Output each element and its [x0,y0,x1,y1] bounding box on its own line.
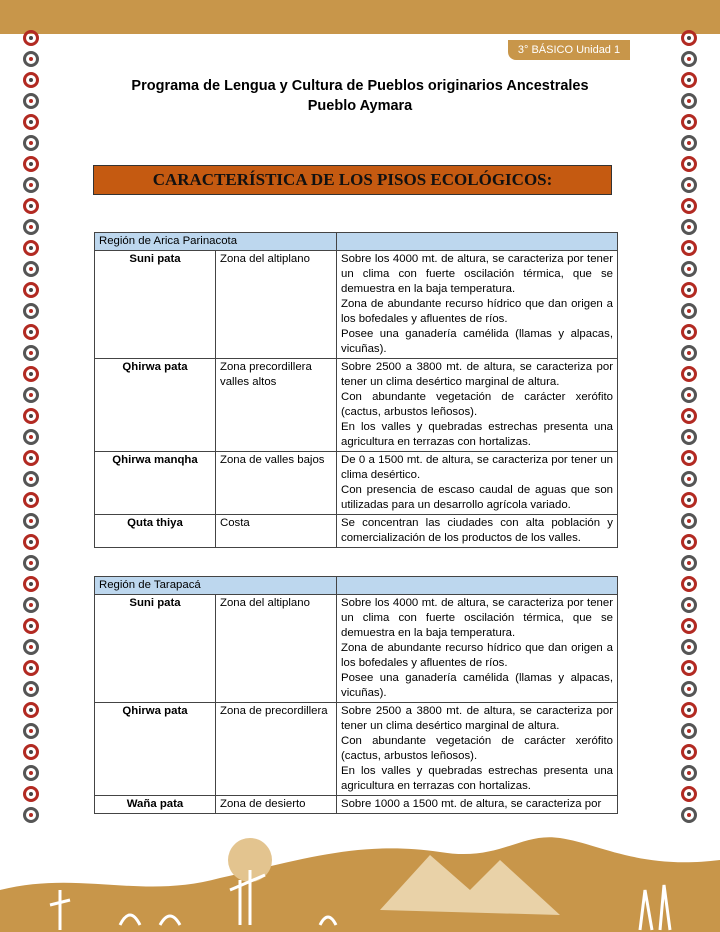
border-motif-icon [23,807,39,823]
description-paragraph: Se concentran las ciudades con alta población y comercialización de los productos de los valles. [341,517,613,544]
border-motif-icon [681,72,697,88]
border-motif-icon [681,408,697,424]
description-paragraph: Sobre 2500 a 3800 mt. de altura, se caracteriza por tener un clima desértico marginal de altura. [341,361,613,388]
table-row [95,515,618,548]
description-paragraph: Con abundante vegetación de carácter xerófito (cactus, arbustos leñosos). [341,391,613,418]
border-motif-icon [23,597,39,613]
region-table-tarapaca [94,576,618,814]
border-motif-icon [681,597,697,613]
border-motif-icon [681,471,697,487]
border-motif-icon [23,765,39,781]
border-motif-icon [681,345,697,361]
description-paragraph: En los valles y quebradas estrechas presenta una agricultura en terrazas con hortalizas. [341,421,613,448]
border-motif-icon [23,303,39,319]
border-motif-icon [23,345,39,361]
border-motif-icon [681,555,697,571]
piso-name: Suni pata [95,595,216,703]
border-motif-icon [23,366,39,382]
description-paragraph: En los valles y quebradas estrechas presenta una agricultura en terrazas con hortalizas. [341,765,613,792]
region-header-blank [337,233,618,251]
zona-name: Zona de desierto [216,796,337,814]
border-motif-icon [23,51,39,67]
unit-badge: 3° BÁSICO Unidad 1 [508,40,630,60]
zona-name: Zona precordillera valles altos [216,359,337,452]
border-motif-icon [681,450,697,466]
piso-description [337,703,618,796]
border-motif-icon [681,429,697,445]
border-motif-icon [681,156,697,172]
border-motif-icon [681,534,697,550]
border-motif-icon [23,135,39,151]
border-motif-icon [681,513,697,529]
border-motif-icon [23,534,39,550]
border-motif-icon [681,387,697,403]
border-motif-icon [681,135,697,151]
region-header-blank [337,577,618,595]
border-motif-icon [23,450,39,466]
border-motif-icon [23,555,39,571]
border-motif-icon [23,660,39,676]
border-motif-icon [681,639,697,655]
right-decorative-border [680,30,698,830]
border-motif-icon [23,261,39,277]
description-paragraph: Sobre los 4000 mt. de altura, se caracteriza por tener un clima con fuerte oscilación térmica, que se demuestra en la baja temperatura. [341,253,613,295]
border-motif-icon [681,219,697,235]
border-motif-icon [23,114,39,130]
left-decorative-border [22,30,40,830]
border-motif-icon [681,723,697,739]
piso-name: Qhirwa pata [95,359,216,452]
border-motif-icon [23,408,39,424]
border-motif-icon [23,639,39,655]
program-title: Programa de Lengua y Cultura de Pueblos originarios Ancestrales [131,78,589,94]
table-row [95,703,618,796]
border-motif-icon [23,681,39,697]
border-motif-icon [23,324,39,340]
border-motif-icon [681,618,697,634]
border-motif-icon [681,51,697,67]
border-motif-icon [681,261,697,277]
border-motif-icon [23,93,39,109]
piso-description [337,796,618,814]
people-title: Pueblo Aymara [307,98,413,114]
border-motif-icon [23,618,39,634]
border-motif-icon [681,324,697,340]
border-motif-icon [23,156,39,172]
border-motif-icon [681,240,697,256]
piso-name: Suni pata [95,251,216,359]
border-motif-icon [23,240,39,256]
description-paragraph: Con abundante vegetación de carácter xerófito (cactus, arbustos leñosos). [341,735,613,762]
border-motif-icon [681,786,697,802]
piso-description [337,452,618,515]
border-motif-icon [681,198,697,214]
table-row [95,452,618,515]
section-title: CARACTERÍSTICA DE LOS PISOS ECOLÓGICOS: [93,165,612,195]
region-name: Región de Arica Parinacota [95,233,337,251]
description-paragraph: Posee una ganadería camélida (llamas y alpacas, vicuñas). [341,328,613,355]
border-motif-icon [23,471,39,487]
zona-name: Zona de precordillera [216,703,337,796]
zona-name: Zona de valles bajos [216,452,337,515]
border-motif-icon [23,387,39,403]
table-row [95,359,618,452]
border-motif-icon [681,681,697,697]
border-motif-icon [681,765,697,781]
table-row [95,251,618,359]
border-motif-icon [681,303,697,319]
border-motif-icon [23,198,39,214]
description-paragraph: Zona de abundante recurso hídrico que dan origen a los bofedales y afluentes de ríos. [341,642,613,669]
zona-name: Zona del altiplano [216,251,337,359]
piso-description [337,251,618,359]
piso-name: Waña pata [95,796,216,814]
description-paragraph: Zona de abundante recurso hídrico que dan origen a los bofedales y afluentes de ríos. [341,298,613,325]
region-name: Región de Tarapacá [95,577,337,595]
description-paragraph: De 0 a 1500 mt. de altura, se caracteriza por tener un clima desértico. [341,454,613,481]
border-motif-icon [681,576,697,592]
border-motif-icon [23,723,39,739]
piso-name: Qhirwa pata [95,703,216,796]
landscape-illustration [0,830,720,932]
table-row [95,796,618,814]
border-motif-icon [681,660,697,676]
border-motif-icon [681,366,697,382]
piso-description [337,359,618,452]
border-motif-icon [681,282,697,298]
border-motif-icon [681,702,697,718]
zona-name: Costa [216,515,337,548]
region-header-row [95,577,618,595]
border-motif-icon [23,72,39,88]
piso-description [337,595,618,703]
border-motif-icon [23,786,39,802]
border-motif-icon [23,492,39,508]
piso-description [337,515,618,548]
border-motif-icon [23,429,39,445]
region-header-row [95,233,618,251]
border-motif-icon [23,30,39,46]
border-motif-icon [23,219,39,235]
border-motif-icon [23,702,39,718]
border-motif-icon [681,492,697,508]
border-motif-icon [681,114,697,130]
border-motif-icon [23,282,39,298]
zona-name: Zona del altiplano [216,595,337,703]
piso-name: Qhirwa manqha [95,452,216,515]
border-motif-icon [681,744,697,760]
border-motif-icon [23,177,39,193]
description-paragraph: Sobre 2500 a 3800 mt. de altura, se caracteriza por tener un clima desértico marginal de altura. [341,705,613,732]
description-paragraph: Con presencia de escaso caudal de aguas que son utilizadas para un desarrollo agrícola variado. [341,484,613,511]
table-row [95,595,618,703]
border-motif-icon [681,177,697,193]
piso-name: Quta thiya [95,515,216,548]
description-paragraph: Sobre 1000 a 1500 mt. de altura, se caracteriza por [341,798,602,810]
border-motif-icon [681,30,697,46]
border-motif-icon [681,807,697,823]
description-paragraph: Posee una ganadería camélida (llamas y alpacas, vicuñas). [341,672,613,699]
top-banner [0,0,720,34]
border-motif-icon [681,93,697,109]
border-motif-icon [23,576,39,592]
border-motif-icon [23,513,39,529]
description-paragraph: Sobre los 4000 mt. de altura, se caracteriza por tener un clima con fuerte oscilación térmica, que se demuestra en la baja temperatura. [341,597,613,639]
region-table-arica [94,232,618,548]
border-motif-icon [23,744,39,760]
